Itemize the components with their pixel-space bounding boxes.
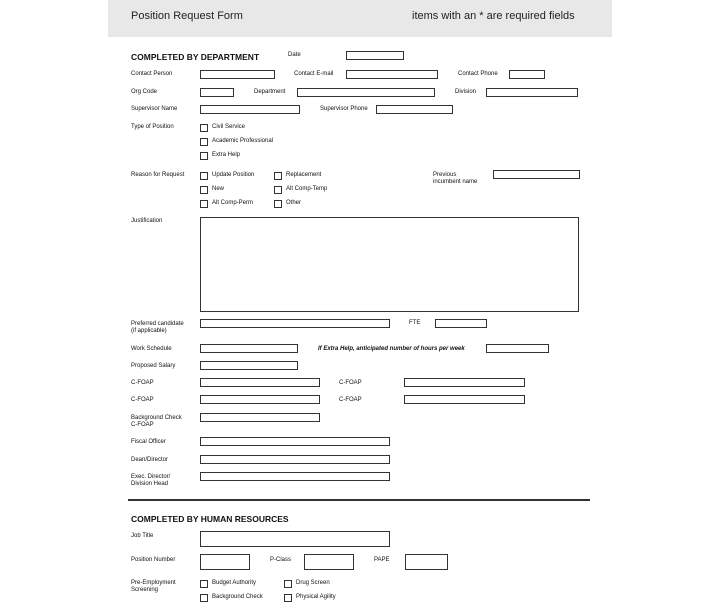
alt-comp-perm-label: Alt Comp-Perm [212, 200, 254, 206]
preferred-candidate-label-line1: Preferred candidate [131, 321, 184, 327]
physical-agility-label: Physical Agility [296, 594, 336, 600]
new-label: New [212, 186, 225, 192]
budget-authority-label: Budget Authority [212, 580, 257, 586]
alt-comp-temp-label: Alt Comp-Temp [286, 186, 328, 192]
cfoap-label-3: C-FOAP [131, 397, 154, 403]
type-of-position-label: Type of Position [131, 124, 174, 130]
proposed-salary-label: Proposed Salary [131, 363, 176, 369]
division-label: Division [455, 89, 477, 95]
reason-for-request-label: Reason for Request [131, 172, 185, 178]
cfoap-label-1: C-FOAP [131, 380, 154, 386]
form-title: Position Request Form [131, 10, 243, 22]
exec-director-label-line2: Division Head [131, 481, 169, 487]
physical-agility-checkbox[interactable] [284, 594, 292, 602]
dean-director-field[interactable] [200, 455, 390, 464]
justification-textarea[interactable] [200, 217, 579, 312]
academic-professional-label: Academic Professional [212, 138, 274, 144]
position-number-field[interactable] [200, 554, 250, 570]
alt-comp-perm-checkbox[interactable] [200, 200, 208, 208]
update-position-label: Update Position [212, 172, 255, 178]
hr-section-title: COMPLETED BY HUMAN RESOURCES [131, 514, 289, 524]
extra-help-hours-field[interactable] [486, 344, 549, 353]
contact-phone-field[interactable] [509, 70, 545, 79]
previous-incumbent-label-line1: Previous [433, 172, 457, 178]
fte-field[interactable] [435, 319, 487, 328]
background-check-cfoap-label-line1: Background Check [131, 415, 182, 421]
contact-person-field[interactable] [200, 70, 275, 79]
exec-director-label-line1: Exec. Director/ [131, 474, 171, 480]
fte-label: FTE [409, 320, 421, 326]
replacement-label: Replacement [286, 172, 322, 178]
section-divider [128, 499, 590, 501]
academic-professional-checkbox[interactable] [200, 138, 208, 146]
supervisor-name-label: Supervisor Name [131, 106, 178, 112]
drug-screen-checkbox[interactable] [284, 580, 292, 588]
contact-phone-label: Contact Phone [458, 71, 498, 77]
previous-incumbent-field[interactable] [493, 170, 580, 179]
pre-employment-label-line2: Screening [131, 587, 159, 593]
division-field[interactable] [486, 88, 578, 97]
pre-employment-label-line1: Pre-Employment [131, 580, 176, 586]
civil-service-checkbox[interactable] [200, 124, 208, 132]
org-code-field[interactable] [200, 88, 234, 97]
exec-director-field[interactable] [200, 472, 390, 481]
cfoap-field-2[interactable] [404, 378, 525, 387]
supervisor-name-field[interactable] [200, 105, 300, 114]
other-checkbox[interactable] [274, 200, 282, 208]
civil-service-label: Civil Service [212, 124, 246, 130]
cfoap-field-3[interactable] [200, 395, 320, 404]
preferred-candidate-label-line2: (if applicable) [131, 328, 167, 334]
justification-label: Justification [131, 218, 163, 224]
contact-email-field[interactable] [346, 70, 438, 79]
date-field[interactable] [346, 51, 404, 60]
fiscal-officer-field[interactable] [200, 437, 390, 446]
org-code-label: Org Code [131, 89, 158, 95]
other-label: Other [286, 200, 302, 206]
p-class-field[interactable] [304, 554, 354, 570]
budget-authority-checkbox[interactable] [200, 580, 208, 588]
date-label: Date [288, 52, 301, 58]
extra-help-hours-note: If Extra Help, anticipated number of hours per week [318, 346, 465, 352]
position-number-label: Position Number [131, 557, 176, 563]
update-position-checkbox[interactable] [200, 172, 208, 180]
cfoap-field-1[interactable] [200, 378, 320, 387]
supervisor-phone-field[interactable] [376, 105, 453, 114]
previous-incumbent-label-line2: incumbent name [433, 179, 478, 185]
new-checkbox[interactable] [200, 186, 208, 194]
extra-help-label: Extra Help [212, 152, 241, 158]
cfoap-field-4[interactable] [404, 395, 525, 404]
pape-label: PAPE [374, 557, 390, 563]
supervisor-phone-label: Supervisor Phone [320, 106, 368, 112]
background-check-label: Background Check [212, 594, 263, 600]
background-check-cfoap-field[interactable] [200, 413, 320, 422]
required-fields-note: items with an * are required fields [412, 10, 575, 22]
preferred-candidate-field[interactable] [200, 319, 390, 328]
work-schedule-field[interactable] [200, 344, 298, 353]
extra-help-checkbox[interactable] [200, 152, 208, 160]
pape-field[interactable] [405, 554, 448, 570]
contact-person-label: Contact Person [131, 71, 173, 77]
department-field[interactable] [297, 88, 435, 97]
contact-email-label: Contact E-mail [294, 71, 334, 77]
proposed-salary-field[interactable] [200, 361, 298, 370]
department-label: Department [254, 89, 286, 95]
replacement-checkbox[interactable] [274, 172, 282, 180]
job-title-field[interactable] [200, 531, 390, 547]
cfoap-label-2: C-FOAP [339, 380, 362, 386]
background-check-checkbox[interactable] [200, 594, 208, 602]
cfoap-label-4: C-FOAP [339, 397, 362, 403]
dean-director-label: Dean/Director [131, 457, 169, 463]
department-section-title: COMPLETED BY DEPARTMENT [131, 52, 260, 62]
background-check-cfoap-label-line2: C-FOAP [131, 422, 154, 428]
fiscal-officer-label: Fiscal Officer [131, 439, 166, 445]
p-class-label: P-Class [270, 557, 292, 563]
drug-screen-label: Drug Screen [296, 580, 330, 586]
job-title-label: Job Title [131, 533, 154, 539]
work-schedule-label: Work Schedule [131, 346, 172, 352]
alt-comp-temp-checkbox[interactable] [274, 186, 282, 194]
